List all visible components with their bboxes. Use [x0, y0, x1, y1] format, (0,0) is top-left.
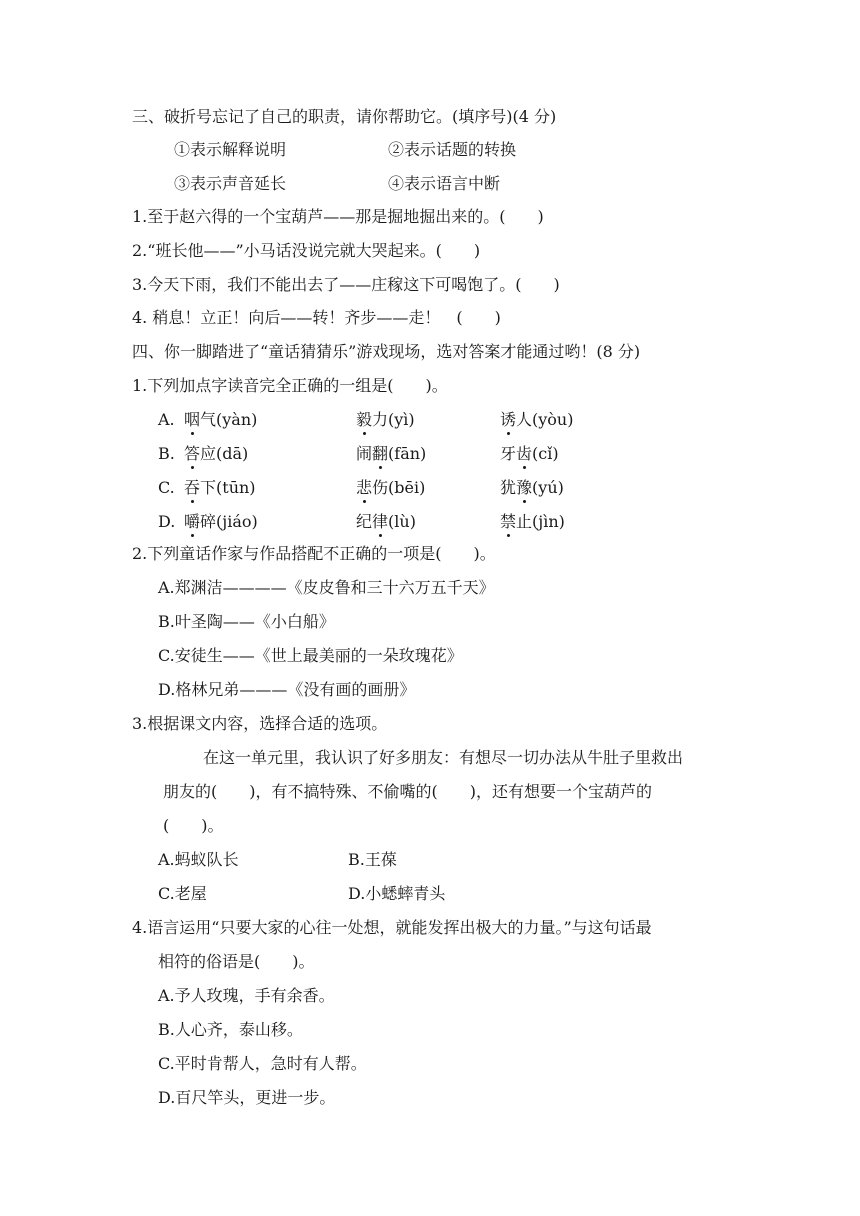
word-prefix: 纪 [356, 512, 373, 531]
word-suffix: 气(yàn) [200, 410, 258, 429]
q2-option-a: A.郑渊洁————《皮皮鲁和三十六万五千天》 [158, 578, 495, 597]
section-3-item-4: 4. 稍息！立正！向后——转！齐步——走！ ( ) [132, 308, 501, 327]
dotted-character: 豫 [516, 478, 533, 497]
dotted-character: 咽 [184, 410, 201, 429]
word-suffix: (yú) [532, 478, 564, 497]
q1-option-word [356, 444, 426, 464]
q1-option-label: A. [158, 410, 175, 429]
word-suffix: (lù) [388, 512, 416, 531]
dotted-character: 答 [184, 444, 201, 463]
dotted-character: 禁 [500, 512, 517, 531]
q4-stem-line-1: 4.语言运用“只要大家的心往一处想，就能发挥出极大的力量。”与这句话最 [132, 918, 652, 937]
word-prefix: 牙 [500, 444, 517, 463]
q2-option-c: C.安徒生——《世上最美丽的一朵玫瑰花》 [158, 646, 463, 665]
word-suffix: (fān) [388, 444, 427, 463]
dotted-character: 嚼 [184, 512, 201, 531]
q1-option-label: D. [158, 512, 176, 531]
q4-stem-line-2: 相符的俗语是( )。 [158, 952, 315, 971]
word-suffix: 碎(jiáo) [200, 512, 258, 531]
dotted-character: 吞 [184, 478, 201, 497]
q3-option-a: A.蚂蚁队长 [158, 850, 239, 869]
q1-option-word [184, 444, 248, 464]
dotted-character: 毅 [356, 410, 373, 429]
q1-option-word [500, 478, 564, 498]
word-suffix: 应(dā) [200, 444, 249, 463]
q3-passage-line-2: 朋友的( )，有不搞特殊、不偷嘴的( )，还有想要一个宝葫芦的 [163, 782, 652, 801]
q1-option-word [356, 512, 416, 532]
q1-option-label: B. [158, 444, 175, 463]
q2-stem: 2.下列童话作家与作品搭配不正确的一项是( )。 [132, 544, 496, 563]
section-3-option-1: ①表示解释说明 [174, 140, 287, 159]
q1-option-label: C. [158, 478, 175, 497]
section-4-heading: 四、你一脚踏进了“童话猜猜乐”游戏现场，选对答案才能通过哟！(8 分) [132, 342, 641, 361]
q1-stem: 1.下列加点字读音完全正确的一组是( )。 [132, 376, 448, 395]
q4-option-b: B.人心齐，泰山移。 [158, 1020, 303, 1039]
q4-option-c: C.平时肯帮人，急时有人帮。 [158, 1054, 367, 1073]
q1-option-word [184, 478, 256, 498]
word-prefix: 闹 [356, 444, 373, 463]
word-suffix: 下(tūn) [200, 478, 256, 497]
section-3-option-2: ②表示话题的转换 [388, 140, 517, 159]
q3-stem: 3.根据课文内容，选择合适的选项。 [132, 714, 388, 733]
q1-option-word [356, 410, 415, 430]
word-suffix: 止(jìn) [516, 512, 565, 531]
section-3-item-3: 3.今天下雨，我们不能出去了——庄稼这下可喝饱了。( ) [132, 275, 560, 294]
q1-option-word [184, 512, 258, 532]
q1-option-word [356, 478, 425, 498]
word-prefix: 犹 [500, 478, 517, 497]
section-3-option-3: ③表示声音延长 [174, 174, 287, 193]
q4-option-a: A.予人玫瑰，手有余香。 [158, 986, 335, 1005]
dotted-character: 律 [372, 512, 389, 531]
q1-option-word [500, 512, 565, 532]
q3-option-d: D.小蟋蟀青头 [348, 884, 446, 903]
dotted-character: 悲 [356, 478, 373, 497]
q1-option-word [500, 410, 573, 430]
q2-option-d: D.格林兄弟———《没有画的画册》 [158, 680, 416, 699]
word-suffix: 人(yòu) [516, 410, 574, 429]
word-suffix: 力(yì) [372, 410, 415, 429]
q1-option-word [500, 444, 559, 464]
q2-option-b: B.叶圣陶——《小白船》 [158, 612, 335, 631]
section-3-option-4: ④表示语言中断 [388, 174, 501, 193]
section-3-item-2: 2.“班长他——”小马话没说完就大哭起来。( ) [132, 241, 481, 260]
word-suffix: (cǐ) [532, 444, 559, 463]
q1-option-word [184, 410, 257, 430]
dotted-character: 齿 [516, 444, 533, 463]
q3-passage-line-3: ( )。 [163, 816, 224, 835]
q4-option-d: D.百尺竿头，更进一步。 [158, 1088, 336, 1107]
section-3-item-1: 1.至于赵六得的一个宝葫芦——那是掘地掘出来的。( ) [132, 207, 544, 226]
q3-option-c: C.老屋 [158, 884, 207, 903]
dotted-character: 翻 [372, 444, 389, 463]
section-3-heading: 三、破折号忘记了自己的职责，请你帮助它。(填序号)(4 分) [132, 107, 557, 126]
dotted-character: 诱 [500, 410, 517, 429]
word-suffix: 伤(bēi) [372, 478, 426, 497]
q3-option-b: B.王葆 [348, 850, 397, 869]
q3-passage-line-1: 在这一单元里，我认识了好多朋友：有想尽一切办法从牛肚子里救出 [203, 748, 684, 767]
